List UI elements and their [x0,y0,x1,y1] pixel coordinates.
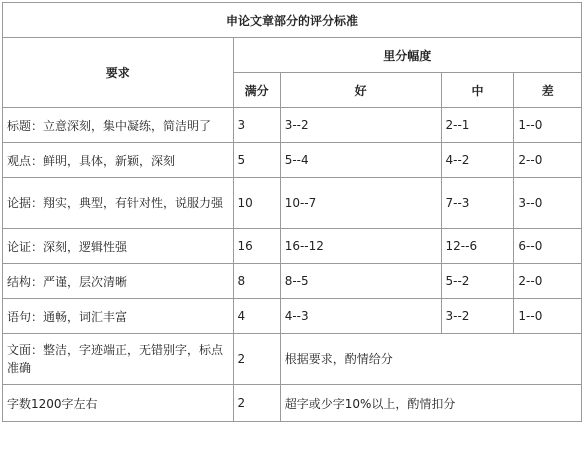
cell-requirement: 论据：翔实，典型，有针对性，说服力强 [3,178,234,229]
header-score-range: 里分幅度 [233,38,581,73]
cell-note: 超字或少字10%以上，酌情扣分 [280,385,581,422]
cell-requirement: 文面：整洁，字迹端正，无错别字，标点准确 [3,334,234,385]
cell-good: 10--7 [280,178,441,229]
cell-good: 8--5 [280,264,441,299]
cell-poor: 2--0 [514,143,582,178]
header-row-1 [3,38,582,73]
cell-medium: 12--6 [441,229,514,264]
table-row [3,299,582,334]
cell-full: 4 [233,299,280,334]
cell-good: 4--3 [280,299,441,334]
header-requirement: 要求 [3,38,234,108]
scoring-table [2,2,582,422]
cell-full: 16 [233,229,280,264]
table-row [3,108,582,143]
table-row [3,229,582,264]
cell-poor: 2--0 [514,264,582,299]
cell-full: 2 [233,385,280,422]
cell-requirement: 字数1200字左右 [3,385,234,422]
cell-requirement: 论证：深刻，逻辑性强 [3,229,234,264]
cell-requirement: 结构：严谨，层次清晰 [3,264,234,299]
cell-note: 根据要求，酌情给分 [280,334,581,385]
cell-poor: 1--0 [514,108,582,143]
cell-poor: 3--0 [514,178,582,229]
cell-medium: 2--1 [441,108,514,143]
header-medium: 中 [441,73,514,108]
cell-medium: 7--3 [441,178,514,229]
cell-full: 5 [233,143,280,178]
cell-good: 5--4 [280,143,441,178]
cell-good: 3--2 [280,108,441,143]
table-row [3,334,582,385]
cell-full: 3 [233,108,280,143]
cell-medium: 4--2 [441,143,514,178]
title-row [3,3,582,38]
cell-full: 2 [233,334,280,385]
cell-medium: 3--2 [441,299,514,334]
table-row [3,385,582,422]
header-good: 好 [280,73,441,108]
cell-medium: 5--2 [441,264,514,299]
header-poor: 差 [514,73,582,108]
cell-full: 8 [233,264,280,299]
header-full: 满分 [233,73,280,108]
table-row [3,178,582,229]
cell-poor: 6--0 [514,229,582,264]
cell-requirement: 标题：立意深刻，集中凝练，简洁明了 [3,108,234,143]
cell-good: 16--12 [280,229,441,264]
cell-requirement: 观点：鲜明，具体，新颖，深刻 [3,143,234,178]
table-row [3,143,582,178]
table-title: 申论文章部分的评分标准 [3,3,582,38]
table-row [3,264,582,299]
cell-requirement: 语句：通畅，词汇丰富 [3,299,234,334]
cell-full: 10 [233,178,280,229]
cell-poor: 1--0 [514,299,582,334]
